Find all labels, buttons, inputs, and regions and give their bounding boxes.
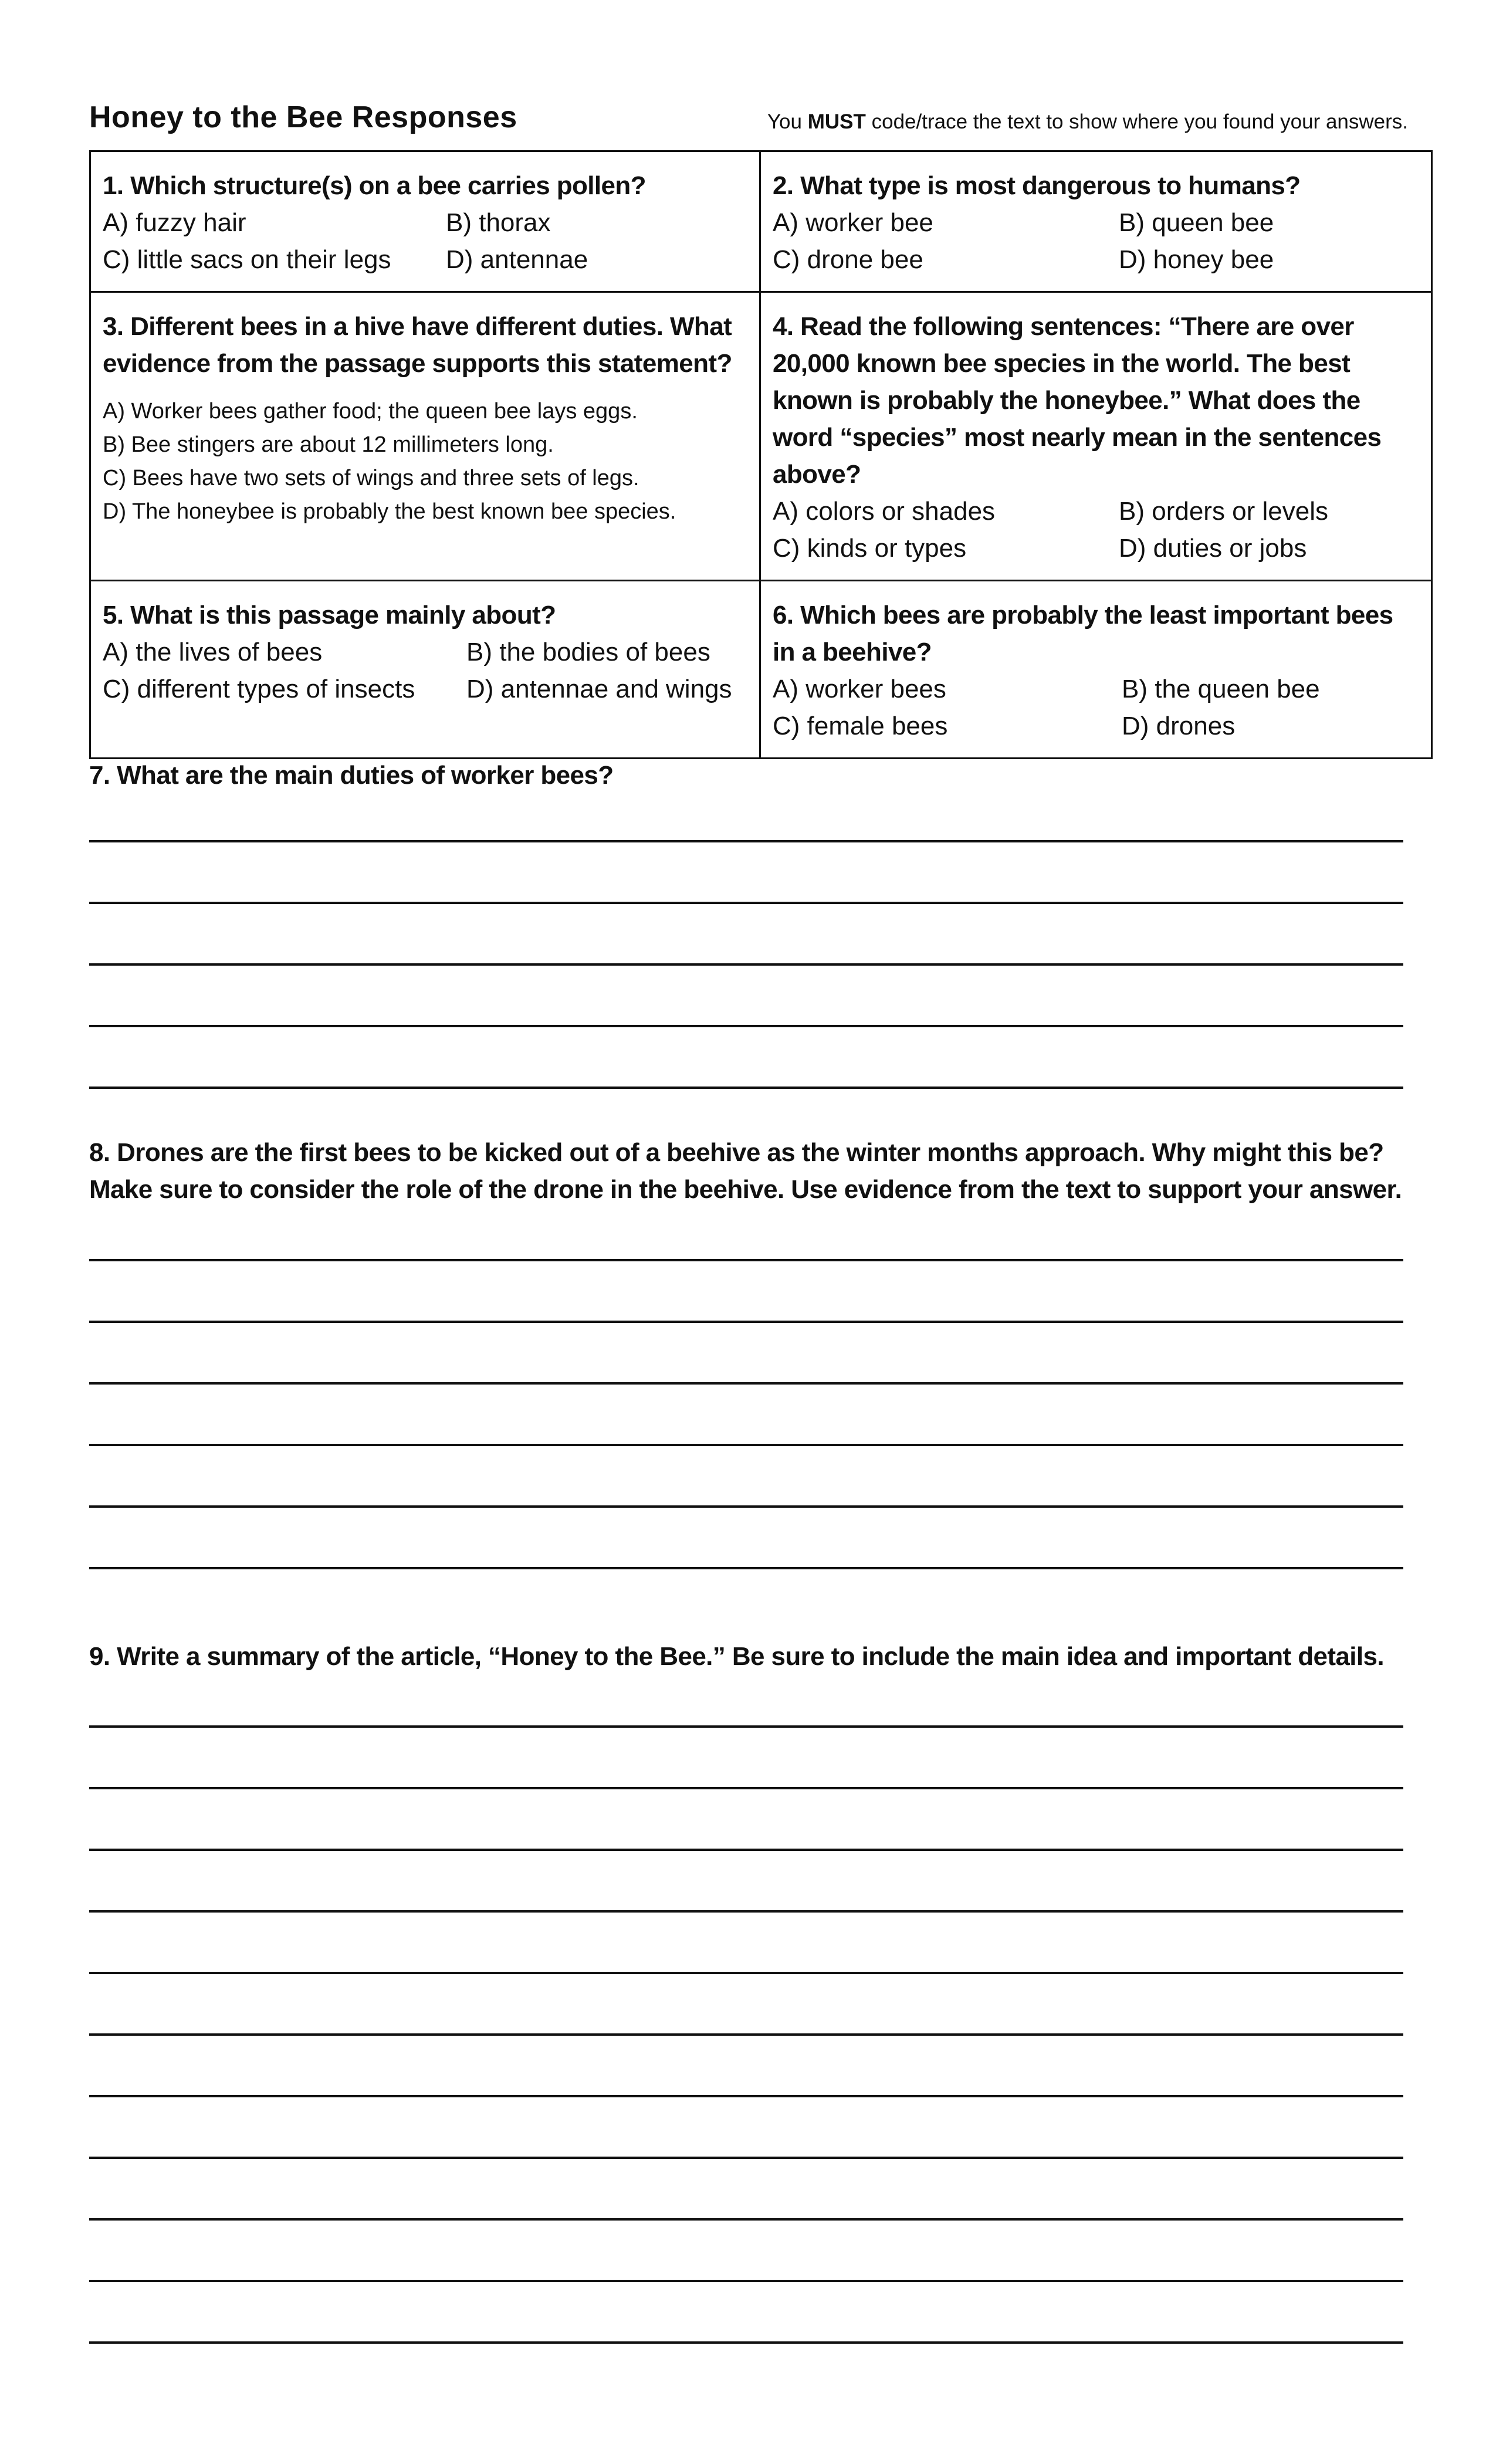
- q9-answer-line[interactable]: [89, 2218, 1403, 2221]
- question-4-prompt: 4. Read the following sentences: “There are over 20,000 known bee species in the world. The best known is probably the honeybee.” What does the word “species” most nearly mean in the sentences above?: [773, 312, 1382, 489]
- question-9-prompt: 9. Write a summary of the article, “Honey to the Bee.” Be sure to include the main idea and important details.: [89, 1642, 1385, 1671]
- question-5-cell: [90, 581, 760, 759]
- q9-answer-line[interactable]: [89, 1910, 1403, 1913]
- question-6-options: [773, 671, 1419, 744]
- instruction-emphasis: MUST: [807, 110, 866, 133]
- question-2-prompt: 2. What type is most dangerous to humans?: [773, 171, 1301, 200]
- q8-answer-line[interactable]: [89, 1321, 1403, 1323]
- question-1-options: [103, 204, 747, 278]
- question-3-option-d: D) The honeybee is probably the best known bee species.: [103, 499, 676, 524]
- question-6-prompt: 6. Which bees are probably the least important bees in a beehive?: [773, 601, 1393, 666]
- q9-answer-line[interactable]: [89, 2341, 1403, 2344]
- q9-answer-line[interactable]: [89, 2095, 1403, 2097]
- question-4-options: [773, 493, 1419, 567]
- instruction-suffix: code/trace the text to show where you found your answers.: [865, 110, 1408, 133]
- question-3-prompt: 3. Different bees in a hive have different duties. What evidence from the passage supports this statement?: [103, 312, 732, 378]
- question-8-prompt: 8. Drones are the first bees to be kicked out of a beehive as the winter months approach. Why might this be? Make sure to consider the role of the drone in the beehive. Use evidence from the text to support your answer.: [89, 1138, 1402, 1204]
- q8-answer-line[interactable]: [89, 1444, 1403, 1446]
- q9-answer-line[interactable]: [89, 2280, 1403, 2282]
- question-4-cell: [760, 292, 1432, 581]
- question-1-option-d: D) antennae: [446, 245, 588, 274]
- question-3-option-c: C) Bees have two sets of wings and three sets of legs.: [103, 466, 639, 490]
- q9-answer-line[interactable]: [89, 1849, 1403, 1851]
- q8-answer-line[interactable]: [89, 1567, 1403, 1569]
- q7-answer-line[interactable]: [89, 963, 1403, 966]
- question-1-prompt: 1. Which structure(s) on a bee carries pollen?: [103, 171, 646, 200]
- q7-answer-line[interactable]: [89, 1087, 1403, 1089]
- question-6-option-d: D) drones: [1122, 712, 1236, 740]
- question-4-option-c: C) kinds or types: [773, 534, 967, 563]
- question-6-cell: [760, 581, 1432, 759]
- question-4-option-b: B) orders or levels: [1119, 497, 1329, 526]
- q9-answer-line[interactable]: [89, 1725, 1403, 1728]
- question-3-options: [103, 395, 747, 529]
- question-7-prompt: 7. What are the main duties of worker bees?: [89, 761, 614, 790]
- question-4-option-d: D) duties or jobs: [1119, 534, 1307, 563]
- question-2-option-c: C) drone bee: [773, 245, 923, 274]
- q8-answer-line[interactable]: [89, 1505, 1403, 1508]
- instruction-text: [710, 110, 1408, 134]
- question-3-option-a: A) Worker bees gather food; the queen bee lays eggs.: [103, 399, 638, 424]
- q9-answer-line[interactable]: [89, 2033, 1403, 2036]
- question-1-option-c: C) little sacs on their legs: [103, 245, 391, 274]
- question-4-option-a: A) colors or shades: [773, 497, 996, 526]
- question-1-cell: [90, 151, 760, 292]
- question-2-option-b: B) queen bee: [1119, 208, 1274, 237]
- question-2-cell: [760, 151, 1432, 292]
- q7-answer-line[interactable]: [89, 1025, 1403, 1027]
- question-3-cell: [90, 292, 760, 581]
- q8-answer-line[interactable]: [89, 1259, 1403, 1261]
- question-5-option-d: D) antennae and wings: [466, 675, 732, 703]
- instruction-prefix: You: [767, 110, 808, 133]
- q8-answer-line[interactable]: [89, 1382, 1403, 1385]
- page-title: Honey to the Bee Responses: [89, 100, 517, 134]
- question-1-option-a: A) fuzzy hair: [103, 208, 246, 237]
- question-5-option-c: C) different types of insects: [103, 675, 415, 703]
- question-5-option-b: B) the bodies of bees: [466, 638, 710, 666]
- question-1-option-b: B) thorax: [446, 208, 551, 237]
- question-6-option-b: B) the queen bee: [1122, 675, 1320, 703]
- question-5-prompt: 5. What is this passage mainly about?: [103, 601, 556, 629]
- question-2-option-a: A) worker bee: [773, 208, 933, 237]
- question-6-option-a: A) worker bees: [773, 675, 946, 703]
- multiple-choice-grid: [89, 150, 1433, 759]
- q9-answer-line[interactable]: [89, 2157, 1403, 2159]
- q7-answer-line[interactable]: [89, 840, 1403, 842]
- q9-answer-line[interactable]: [89, 1972, 1403, 1974]
- question-5-option-a: A) the lives of bees: [103, 638, 323, 666]
- question-3-option-b: B) Bee stingers are about 12 millimeters long.: [103, 432, 554, 457]
- question-5-options: [103, 634, 747, 708]
- question-2-options: [773, 204, 1419, 278]
- question-2-option-d: D) honey bee: [1119, 245, 1274, 274]
- q7-answer-line[interactable]: [89, 902, 1403, 904]
- q9-answer-line[interactable]: [89, 1787, 1403, 1789]
- question-6-option-c: C) female bees: [773, 712, 948, 740]
